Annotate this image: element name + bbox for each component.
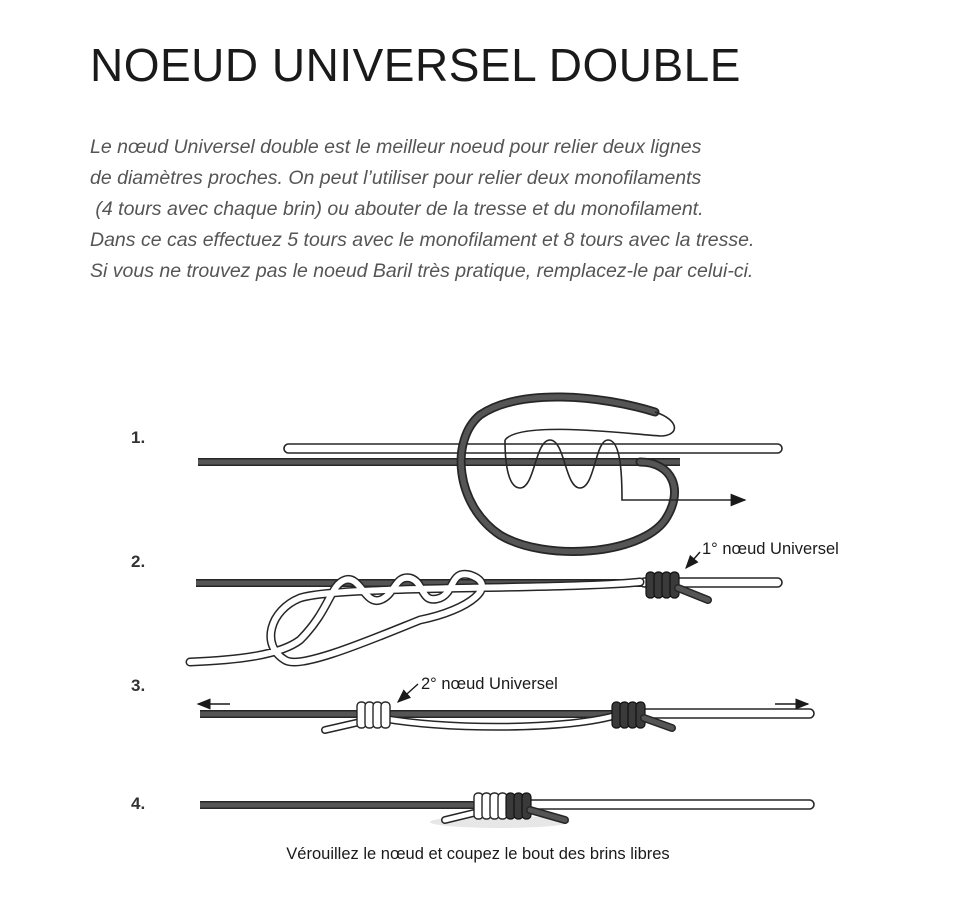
step-2-illustration — [190, 552, 782, 662]
braid-tag-thin — [505, 412, 674, 440]
intro-line: Dans ce cas effectuez 5 tours avec le monofilament et 8 tours avec la tresse. — [90, 229, 755, 251]
mono-line-right — [520, 800, 814, 809]
second-knot-wraps — [357, 702, 390, 728]
step-4-illustration — [200, 793, 814, 828]
step-4-number: 4. — [131, 794, 146, 813]
step-1-illustration — [198, 397, 782, 552]
page-title: NOEUD UNIVERSEL DOUBLE — [90, 39, 741, 91]
callout-arrow — [686, 552, 700, 568]
mono-line — [284, 444, 782, 453]
intro-line: de diamètres proches. On peut l’utiliser pour relier deux monofilaments — [90, 167, 702, 189]
step-2-callout: 1° nœud Universel — [702, 540, 839, 558]
step-1-number: 1. — [131, 428, 146, 447]
caption: Vérouillez le nœud et coupez le bout des brins libres — [286, 845, 670, 863]
intro-line: Le nœud Universel double est le meilleur noeud pour relier deux lignes — [90, 136, 702, 158]
step-2-number: 2. — [131, 552, 146, 571]
step-3-callout: 2° nœud Universel — [421, 675, 558, 693]
step-3-number: 3. — [131, 676, 146, 695]
intro-line: Si vous ne trouvez pas le noeud Baril très pratique, remplacez-le par celui-ci. — [90, 260, 754, 282]
intro-line: (4 tours avec chaque brin) ou abouter de la tresse et du monofilament. — [90, 198, 704, 220]
first-knot-wraps — [646, 572, 679, 598]
joined-knot-wraps — [474, 793, 531, 819]
callout-arrow — [398, 684, 418, 702]
first-knot-wraps — [612, 702, 645, 728]
step-3-illustration — [198, 684, 814, 730]
